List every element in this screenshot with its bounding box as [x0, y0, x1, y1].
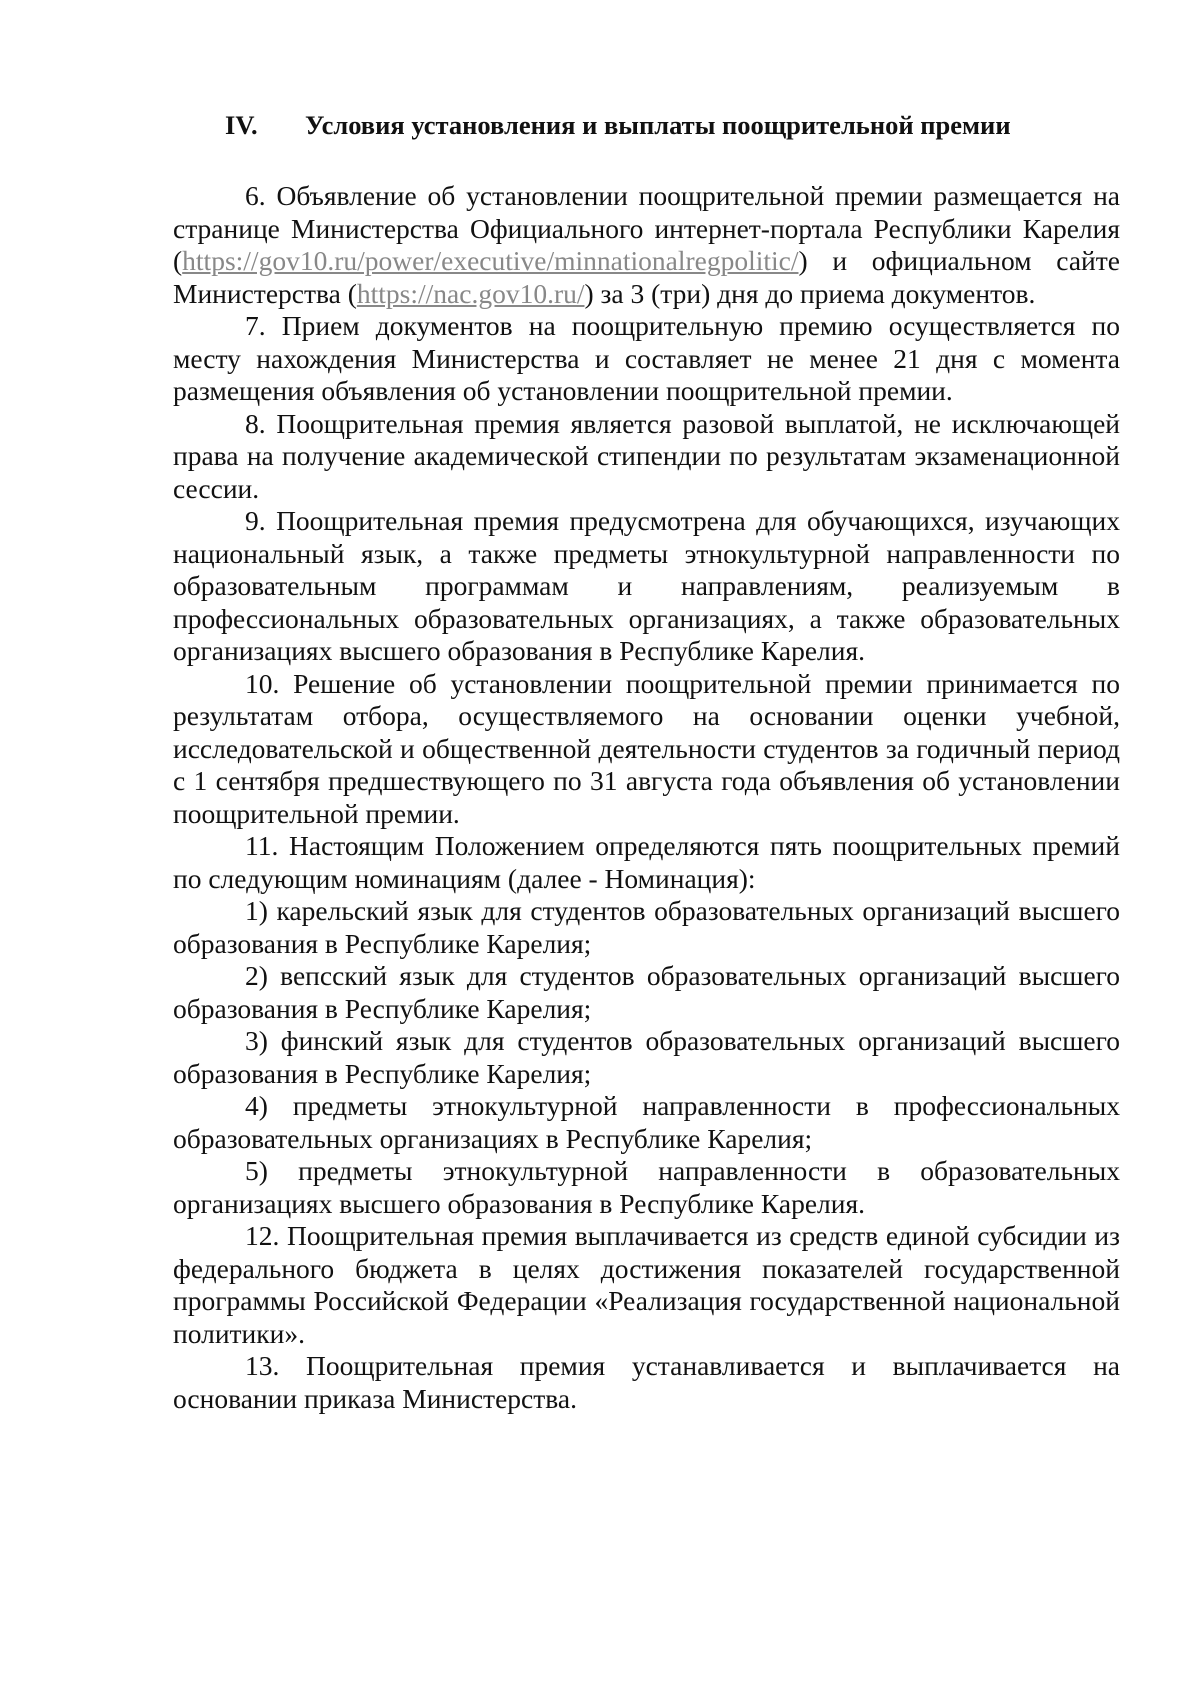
section-number: IV.: [225, 110, 258, 140]
paragraph-6-text-2: ) и официальном сайте Министерства (: [173, 245, 1120, 309]
nomination-5: 5) предметы этнокультурной направленности в образовательных организациях высшего образования в Республике Карелия.: [173, 1155, 1120, 1219]
ministry-site-link[interactable]: https://nac.gov10.ru/: [356, 277, 585, 309]
paragraph-7: 7. Прием документов на поощрительную премию осуществляется по месту нахождения Министерства и составляет не менее 21 дня с момента размещения объявления об установлении поощрительной премии.: [173, 310, 1120, 406]
paragraph-11: 11. Настоящим Положением определяются пять поощрительных премий по следующим номинациям (далее - Номинация):: [173, 830, 1120, 894]
paragraph-13: 13. Поощрительная премия устанавливается и выплачивается на основании приказа Министерства.: [173, 1350, 1120, 1414]
paragraph-12: 12. Поощрительная премия выплачивается из средств единой субсидии из федерального бюджета в целях достижения показателей государственной программы Российской Федерации «Реализация государственной национальной политики».: [173, 1220, 1120, 1349]
paragraph-8: 8. Поощрительная премия является разовой выплатой, не исключающей права на получение академической стипендии по результатам экзаменационной сессии.: [173, 407, 1120, 504]
section-heading: [173, 108, 1120, 142]
nomination-3: 3) финский язык для студентов образовательных организаций высшего образования в Республике Карелия;: [173, 1025, 1120, 1089]
nomination-4: 4) предметы этнокультурной направленности в профессиональных образовательных организациях в Республике Карелия;: [173, 1090, 1120, 1154]
document-page: [173, 108, 1120, 1415]
paragraph-9: 9. Поощрительная премия предусмотрена для обучающихся, изучающих национальный язык, а также предметы этнокультурной направленности по образовательным программам и направлениям, реализуемым в профессиональных образовательных организациях, а также образовательных организациях высшего образования в Республике Карелия.: [173, 505, 1120, 666]
paragraph-6-text-1: 6. Объявление об установлении поощрительной премии размещается на странице Министерства Официального интернет-портала Республики Карелия (: [173, 180, 1120, 276]
paragraph-10: 10. Решение об установлении поощрительной премии принимается по результатам отбора, осуществляемого на основании оценки учебной, исследовательской и общественной деятельности студентов за годичный период с 1 сентября предшествующего по 31 августа года объявления об установлении поощрительной премии.: [173, 667, 1120, 829]
paragraph-6: [173, 180, 1120, 310]
section-title: Условия установления и выплаты поощрительной премии: [305, 110, 1011, 140]
paragraph-6-text-3: ) за 3 (три) дня до приема документов.: [584, 277, 1036, 309]
portal-link[interactable]: https://gov10.ru/power/executive/minnationalregpolitic/: [182, 245, 799, 276]
nomination-1: 1) карельский язык для студентов образовательных организаций высшего образования в Республике Карелия;: [173, 895, 1120, 959]
nomination-2: 2) вепсский язык для студентов образовательных организаций высшего образования в Республике Карелия;: [173, 960, 1120, 1024]
